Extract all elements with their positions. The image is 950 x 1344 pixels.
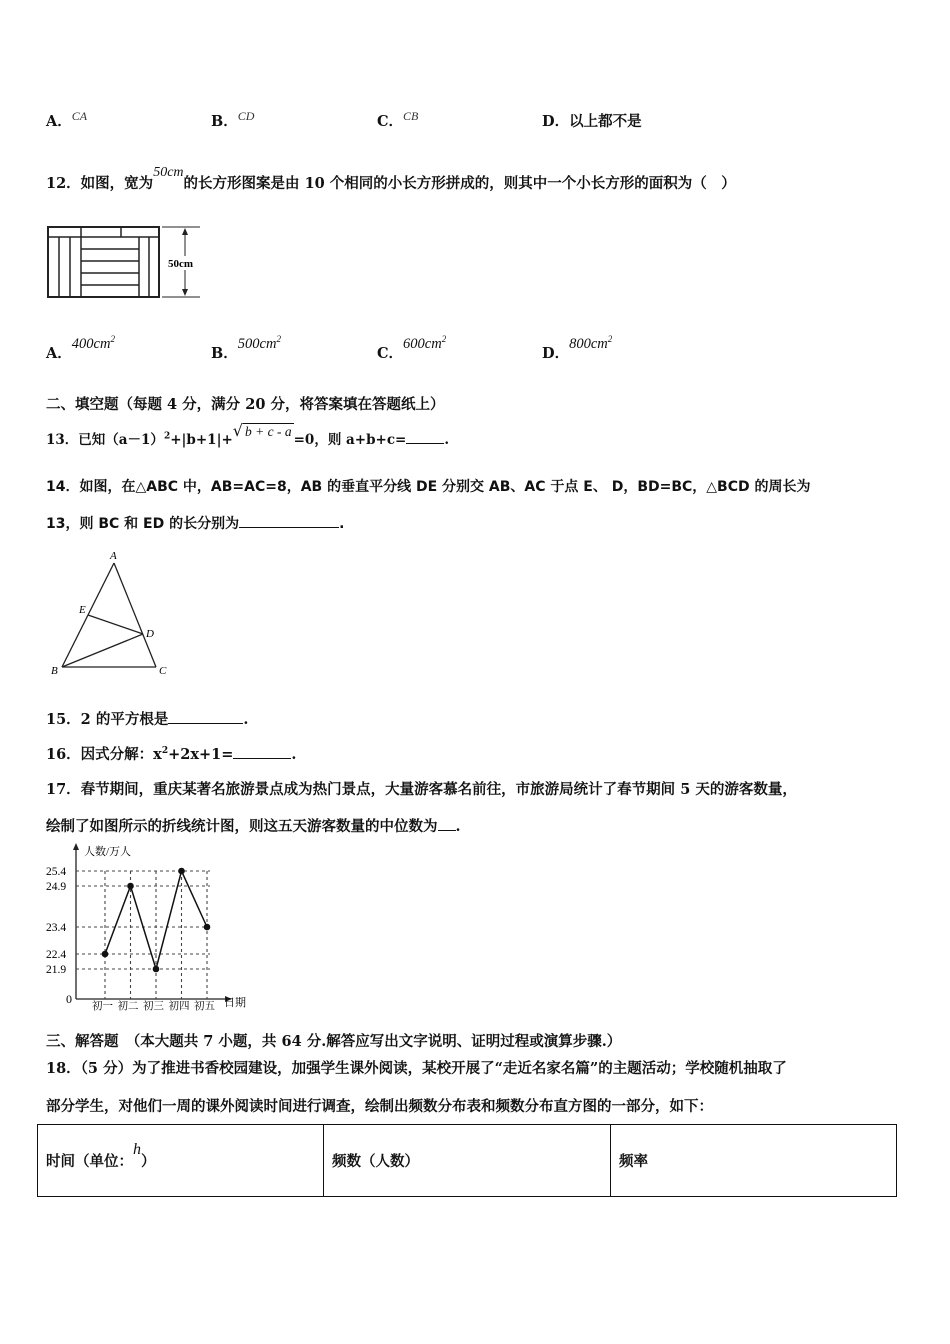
q14-line-1: 14．如图，在△ABC 中，AB=AC=8，AB 的垂直平分线 DE 分别交 AB、AC 于点 E、 D，BD=BC，△BCD 的周长为 [46,479,811,495]
option-label: B． [211,113,238,130]
q15-end: . [243,711,249,728]
header-rate: 频率 [611,1125,897,1197]
option-label: D． [542,345,570,362]
option-exponent: 2 [276,334,281,345]
q13-prefix: 13．已知（a－1） [46,432,164,448]
q16-exponent: 2 [161,746,169,757]
q18-line-1: 18．（5 分）为了推进书香校园建设，加强学生课外阅读，某校开展了“走近名家名篇”的主题活动；学校随机抽取了 [46,1060,787,1077]
q15-answer-blank[interactable] [168,709,243,724]
y-tick-label: 23.4 [46,922,67,934]
header-time-suffix: ） [141,1153,156,1170]
q17-line-1: 17．春节期间，重庆某著名旅游景点成为热门景点，大量游客慕名前往，市旅游局统计了春节期间 5 天的游客数量， [46,781,797,798]
data-point [178,868,185,875]
q13-middle: +|b+1|+ [170,432,233,448]
q13-radicand: b + c - a [245,424,292,439]
option-value: 以上都不是 [569,113,642,130]
q15-text: 15．2 的平方根是 [46,711,169,728]
option-label: B． [211,345,238,362]
vertex-c-label: C [159,665,167,677]
option-label: D． [542,113,570,130]
q14-triangle-figure [48,548,178,680]
x-axis-label: 日期 [224,997,246,1009]
option-exponent: 2 [607,334,613,345]
q12-option-c [377,334,447,363]
x-tick-label: 初一 [92,1001,113,1012]
section-3-title: 三、解答题 （本大题共 7 小题，共 64 分.解答应写出文字说明、证明过程或演算步骤.） [46,1033,622,1050]
y-tick-label: 25.4 [46,866,67,878]
header-frequency: 频数（人数） [324,1125,611,1197]
y-tick-label: 24.9 [46,881,67,893]
option-exponent: 2 [441,334,447,345]
q12-suffix: 的长方形图案是由 10 个相同的小长方形拼成的，则其中一个小长方形的面积为（ ） [183,175,736,192]
option-value: CA [71,109,88,123]
option-value: CD [237,109,255,123]
question-12 [46,165,736,193]
data-point [102,951,109,958]
data-point [153,966,160,973]
option-value: 600cm [403,336,442,352]
q18-line-2: 部分学生，对他们一周的课外阅读时间进行调查，绘制出频数分布表和频数分布直方图的一部分，如下： [46,1098,713,1115]
option-value: 400cm [71,336,111,352]
header-time-prefix: 时间（单位： [46,1153,133,1170]
q17-line-2-text: 绘制了如图所示的折线统计图，则这五天游客数量的中位数为 [46,818,438,835]
data-point [204,924,211,931]
q13-answer-blank[interactable] [406,429,444,444]
q17-end: . [455,818,461,835]
q14-answer-blank[interactable] [239,513,339,528]
q12-option-d [542,334,613,363]
x-tick-label: 初五 [194,1001,215,1012]
vertex-b-label: B [51,665,58,677]
q12-prefix: 12．如图，宽为 [46,175,154,192]
y-tick-label: 21.9 [46,964,67,976]
x-tick-label: 初三 [143,1001,164,1012]
option-label: C． [377,113,404,130]
q14-end: . [339,516,345,532]
q12-option-b [211,334,281,363]
q16-suffix: +2x+1= [168,746,234,763]
origin-label: 0 [66,992,72,1006]
q14-line-2-text: 13，则 BC 和 ED 的长分别为 [46,516,240,532]
option-exponent: 2 [110,334,115,345]
option-label: C． [377,345,404,362]
q11-option-c [377,110,418,131]
q17-line-2 [46,815,461,836]
data-point [127,883,134,890]
question-15 [46,708,248,729]
q11-option-d [542,110,642,131]
q16-end: . [291,746,297,763]
q12-rectangle-figure [44,222,204,302]
q12-figure-label: 50cm [168,258,194,270]
y-axis-label: 人数/万人 [84,846,132,858]
x-tick-label: 初四 [168,1001,190,1012]
option-label: A． [46,345,72,362]
table-header-row [38,1125,897,1197]
vertex-a-label: A [110,550,117,562]
y-axis-arrow [73,843,79,850]
q13-power: 2 [163,431,171,442]
point-d-label: D [146,628,154,640]
option-value: CB [403,109,419,123]
question-16 [46,743,296,764]
x-tick-label: 初二 [117,1001,139,1012]
option-value: 500cm [237,336,277,352]
question-13 [46,421,450,448]
q13-suffix: =0，则 a+b+c= [293,432,407,448]
q11-option-a [46,110,87,131]
q11-option-b [211,110,254,131]
q14-line-2 [46,513,344,533]
point-e-label: E [79,604,86,616]
header-time [38,1125,324,1197]
option-label: A． [46,113,72,130]
q12-width: 50cm [153,165,184,180]
q16-prefix: 16．因式分解：x [46,746,162,763]
q17-line-chart [40,842,255,1012]
q13-sqrt: √ b + c - a [232,421,292,440]
header-time-unit: h [133,1141,141,1158]
y-tick-label: 22.4 [46,949,67,961]
q12-option-a [46,334,115,363]
q17-answer-blank[interactable] [438,816,456,831]
q16-answer-blank[interactable] [233,744,291,759]
section-2-title: 二、填空题（每题 4 分，满分 20 分，将答案填在答题纸上） [46,396,445,413]
option-value: 800cm [569,336,608,352]
frequency-table [37,1124,897,1197]
q13-end: . [444,432,450,448]
